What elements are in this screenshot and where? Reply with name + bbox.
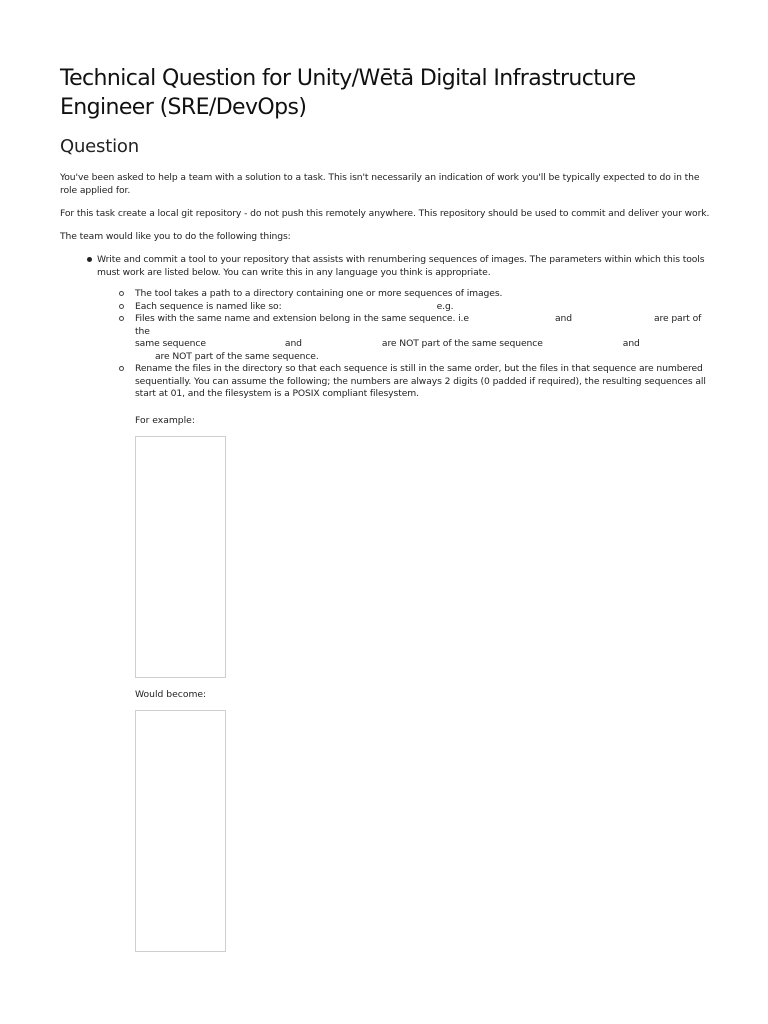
disc-bullet-icon <box>87 257 92 262</box>
example-section <box>135 414 710 952</box>
requirement-text: Each sequence is named like so: <box>135 300 282 312</box>
list-item <box>60 288 710 301</box>
requirement-text: Rename the files in the directory so that each sequence is still in the same order, but the files in that sequence are numbered sequentially. You can assume the following; the numbers are always 2 digits (0 padded if required), the resulting sequences all start at 01, and the filesystem is a POSIX compliant filesystem. <box>135 363 706 399</box>
page-title: Technical Question for Unity/Wētā Digital Infrastructure Engineer (SRE/DevOps) <box>60 66 636 120</box>
requirement-text: and <box>622 338 640 349</box>
main-item-text: Write and commit a tool to your repository that assists with renumbering sequences of images. The parameters within which this tools must work are listed below. You can write this in any language you think is appropriate. <box>97 254 705 278</box>
section-heading: Question <box>60 136 139 157</box>
example-before-box <box>135 436 226 678</box>
circle-bullet-icon <box>119 291 124 296</box>
list-item <box>60 313 710 363</box>
requirement-text: are NOT part of the same sequence <box>381 338 543 349</box>
circle-bullet-icon <box>119 304 124 309</box>
intro-paragraph: You've been asked to help a team with a solution to a task. This isn't necessarily an indication of work you'll be typically expected to do in the role applied for. <box>60 172 700 196</box>
example-after-box <box>135 710 226 952</box>
example-after-label: Would become: <box>135 688 207 700</box>
task-lead-paragraph: The team would like you to do the following things: <box>60 231 291 242</box>
example-before-label: For example: <box>135 414 195 426</box>
requirement-text: e.g. <box>436 300 454 312</box>
requirement-text: Files with the same name and extension belong in the same sequence. i.e <box>135 313 469 324</box>
task-list <box>60 253 710 401</box>
repository-paragraph: For this task create a local git repository - do not push this remotely anywhere. This repository should be used to commit and deliver your work. <box>60 208 710 219</box>
requirement-text: are NOT part of the same sequence. <box>155 350 319 362</box>
list-item <box>60 301 710 314</box>
requirements-list <box>97 288 710 401</box>
requirement-text: same sequence <box>135 338 206 349</box>
circle-bullet-icon <box>119 316 124 321</box>
list-item <box>60 253 710 401</box>
requirement-text: and <box>554 313 572 324</box>
document-page <box>60 64 710 952</box>
requirement-text: and <box>284 338 302 349</box>
circle-bullet-icon <box>119 366 124 371</box>
requirement-text: are part of the <box>135 313 702 337</box>
list-item <box>60 363 710 401</box>
requirement-text: The tool takes a path to a directory containing one or more sequences of images. <box>135 288 503 299</box>
